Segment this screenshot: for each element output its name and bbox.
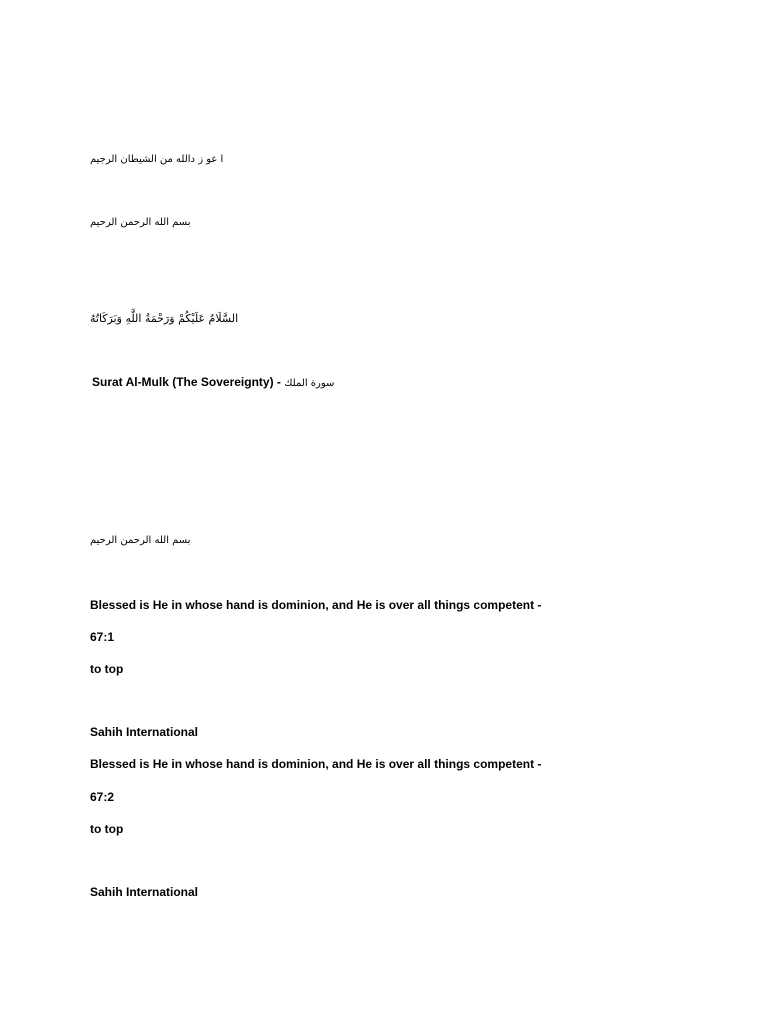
to-top-link[interactable]: to top [90, 822, 124, 836]
translator-label: Sahih International [90, 885, 199, 899]
to-top-link[interactable]: to top [90, 662, 124, 676]
taawudh-line: ا عو ز دالله من الشيطان الرجيم [90, 154, 224, 165]
verse-reference: 67:1 [90, 630, 115, 644]
surah-title [92, 376, 334, 389]
verse-text: Blessed is He in whose hand is dominion, and He is over all things competent - [90, 598, 542, 612]
translator-label: Sahih International [90, 725, 199, 739]
basmala-line-2: بسم الله الرحمن الرحيم [90, 535, 191, 546]
verse-text: Blessed is He in whose hand is dominion, and He is over all things competent - [90, 757, 542, 771]
surah-title-english: Surat Al-Mulk (The Sovereignty) - [92, 375, 285, 389]
salam-greeting: السَّلَامُ عَلَيْكُمْ وَرَحْمَةُ اللَّهِ وَبَرَكَاتُهُ [90, 312, 239, 325]
verse-reference: 67:2 [90, 790, 115, 804]
basmala-line: بسم الله الرحمن الرحيم [90, 217, 191, 228]
surah-title-arabic: سورة الملك [284, 378, 335, 389]
